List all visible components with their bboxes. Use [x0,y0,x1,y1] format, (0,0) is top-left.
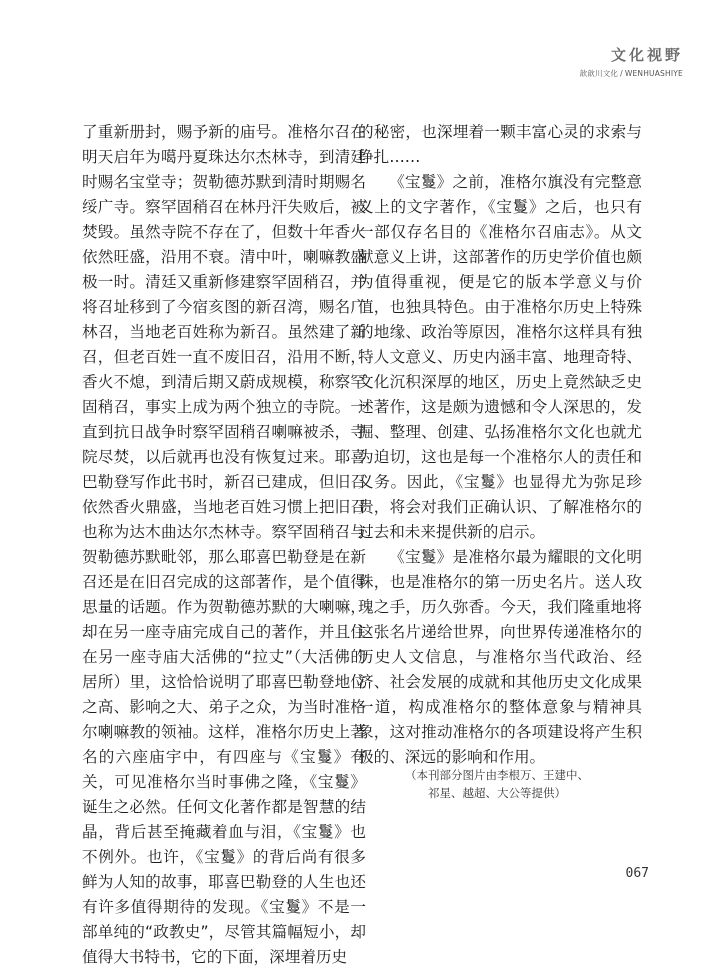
body-paragraph: 《宝鬘》是准格尔最为耀眼的文化明珠，也是准格尔的第一历史名片。送人玫瑰之手，历久弥香。今天，我们隆重地将这张名片递给世界，向世界传递准格尔的历史人文信息，与准格尔当代政治、经济、社会发展的成就和其他历史文化成果一道，构成准格尔的整体意象与精神具象，这对推动准格尔的各项建设将产生积极的、深远的影响和作用。 [358,548,642,766]
photo-credit [362,766,632,802]
body-paragraph: 了重新册封，赐予新的庙号。准格尔召在明天启年为噶丹夏珠达尔杰林寺，到清廷时赐名宝堂寺；贺勒德苏默到清时期赐名绥广寺。察罕固稍召在林丹汗失败后，被焚毁。虽然寺院不存在了，但数十年香火依然旺盛，沿用不衰。清中叶，喇嘛教盛极一时。清廷又重新修建察罕固稍召，并将召址移到了今宿亥图的新召湾，赐名广林召，当地老百姓称为新召。虽然建了新召，但老百姓一直不废旧召，沿用不断，香火不熄，到清后期又蔚成规模，称察罕固稍召，事实上成为两个独立的寺院。一直到抗日战争时察罕固稍召喇嘛被杀，寺院尽焚，以后就再也没有恢复过来。耶喜巴勒登写作此书时，新召已建成，但旧召依然香火鼎盛，当地老百姓习惯上把旧召也称为达木曲达尔杰林寺。察罕固稍召与贺勒德苏默毗邻，那么耶喜巴勒登是在新召还是在旧召完成的这部著作，是个值得思量的话题。作为贺勒德苏默的大喇嘛，却在另一座寺庙完成自己的著作，并且住在另一座寺庙大活佛的“拉丈”（大活佛的居所）里，这恰恰说明了耶喜巴勒登地位之高、影响之大、弟子之众，为当时准格尔喇嘛教的领袖。这样，准格尔历史上著名的六座庙宇中，有四座与《宝鬘》有关，可见准格尔当时事佛之隆，《宝鬘》诞生之必然。任何文化著作都是智慧的结晶，背后甚至掩藏着血与泪，《宝鬘》也不例外。也许，《宝鬘》的背后尚有很多鲜为人知的故事，耶喜巴勒登的人生也还有许多值得期待的发现。《宝鬘》不是一部单纯的“政教史”，尽管其篇幅短小，却值得大书特书，它的下面，深埋着历史 [82,123,366,966]
section-subtitle [580,68,683,79]
section-subtitle-cn: 歆歆川文化 [579,69,619,78]
page-number: 067 [625,866,649,881]
photo-credit-line: 祁星、越超、大公等提供） [428,786,566,800]
photo-credit-line: （本刊部分图片由李根万、王建中、 [405,768,589,782]
body-paragraph: 的秘密，也深埋着一颗丰富心灵的求索与挣扎…… [358,123,642,166]
section-subtitle-en: WENHUASHIYE [624,69,683,78]
body-paragraph: 《宝鬘》之前，准格尔旗没有完整意义上的文字著作，《宝鬘》之后，也只有一部仅存名目的《准格尔召庙志》。从文献意义上讲，这部著作的历史学价值也颇为值得重视，便是它的版本学意义与价值，也独具特色。由于准格尔历史上特殊的地缘、政治等原因，准格尔这样具有独特人文意义、历史内涵丰富、地理奇特、文化沉积深厚的地区，历史上竟然缺乏史述著作，这是颇为遗憾和令人深思的，发掘、整理、创建、弘扬准格尔文化也就尤为迫切，这也是每一个准格尔人的责任和义务。因此，《宝鬘》也显得尤为弥足珍贵，将会对我们正确认识、了解准格尔的过去和未来提供新的启示。 [358,173,642,541]
section-title: 文化视野 [610,46,683,64]
right-text-column [358,120,642,770]
left-text-column [82,120,366,970]
section-subtitle-separator: / [620,69,623,78]
